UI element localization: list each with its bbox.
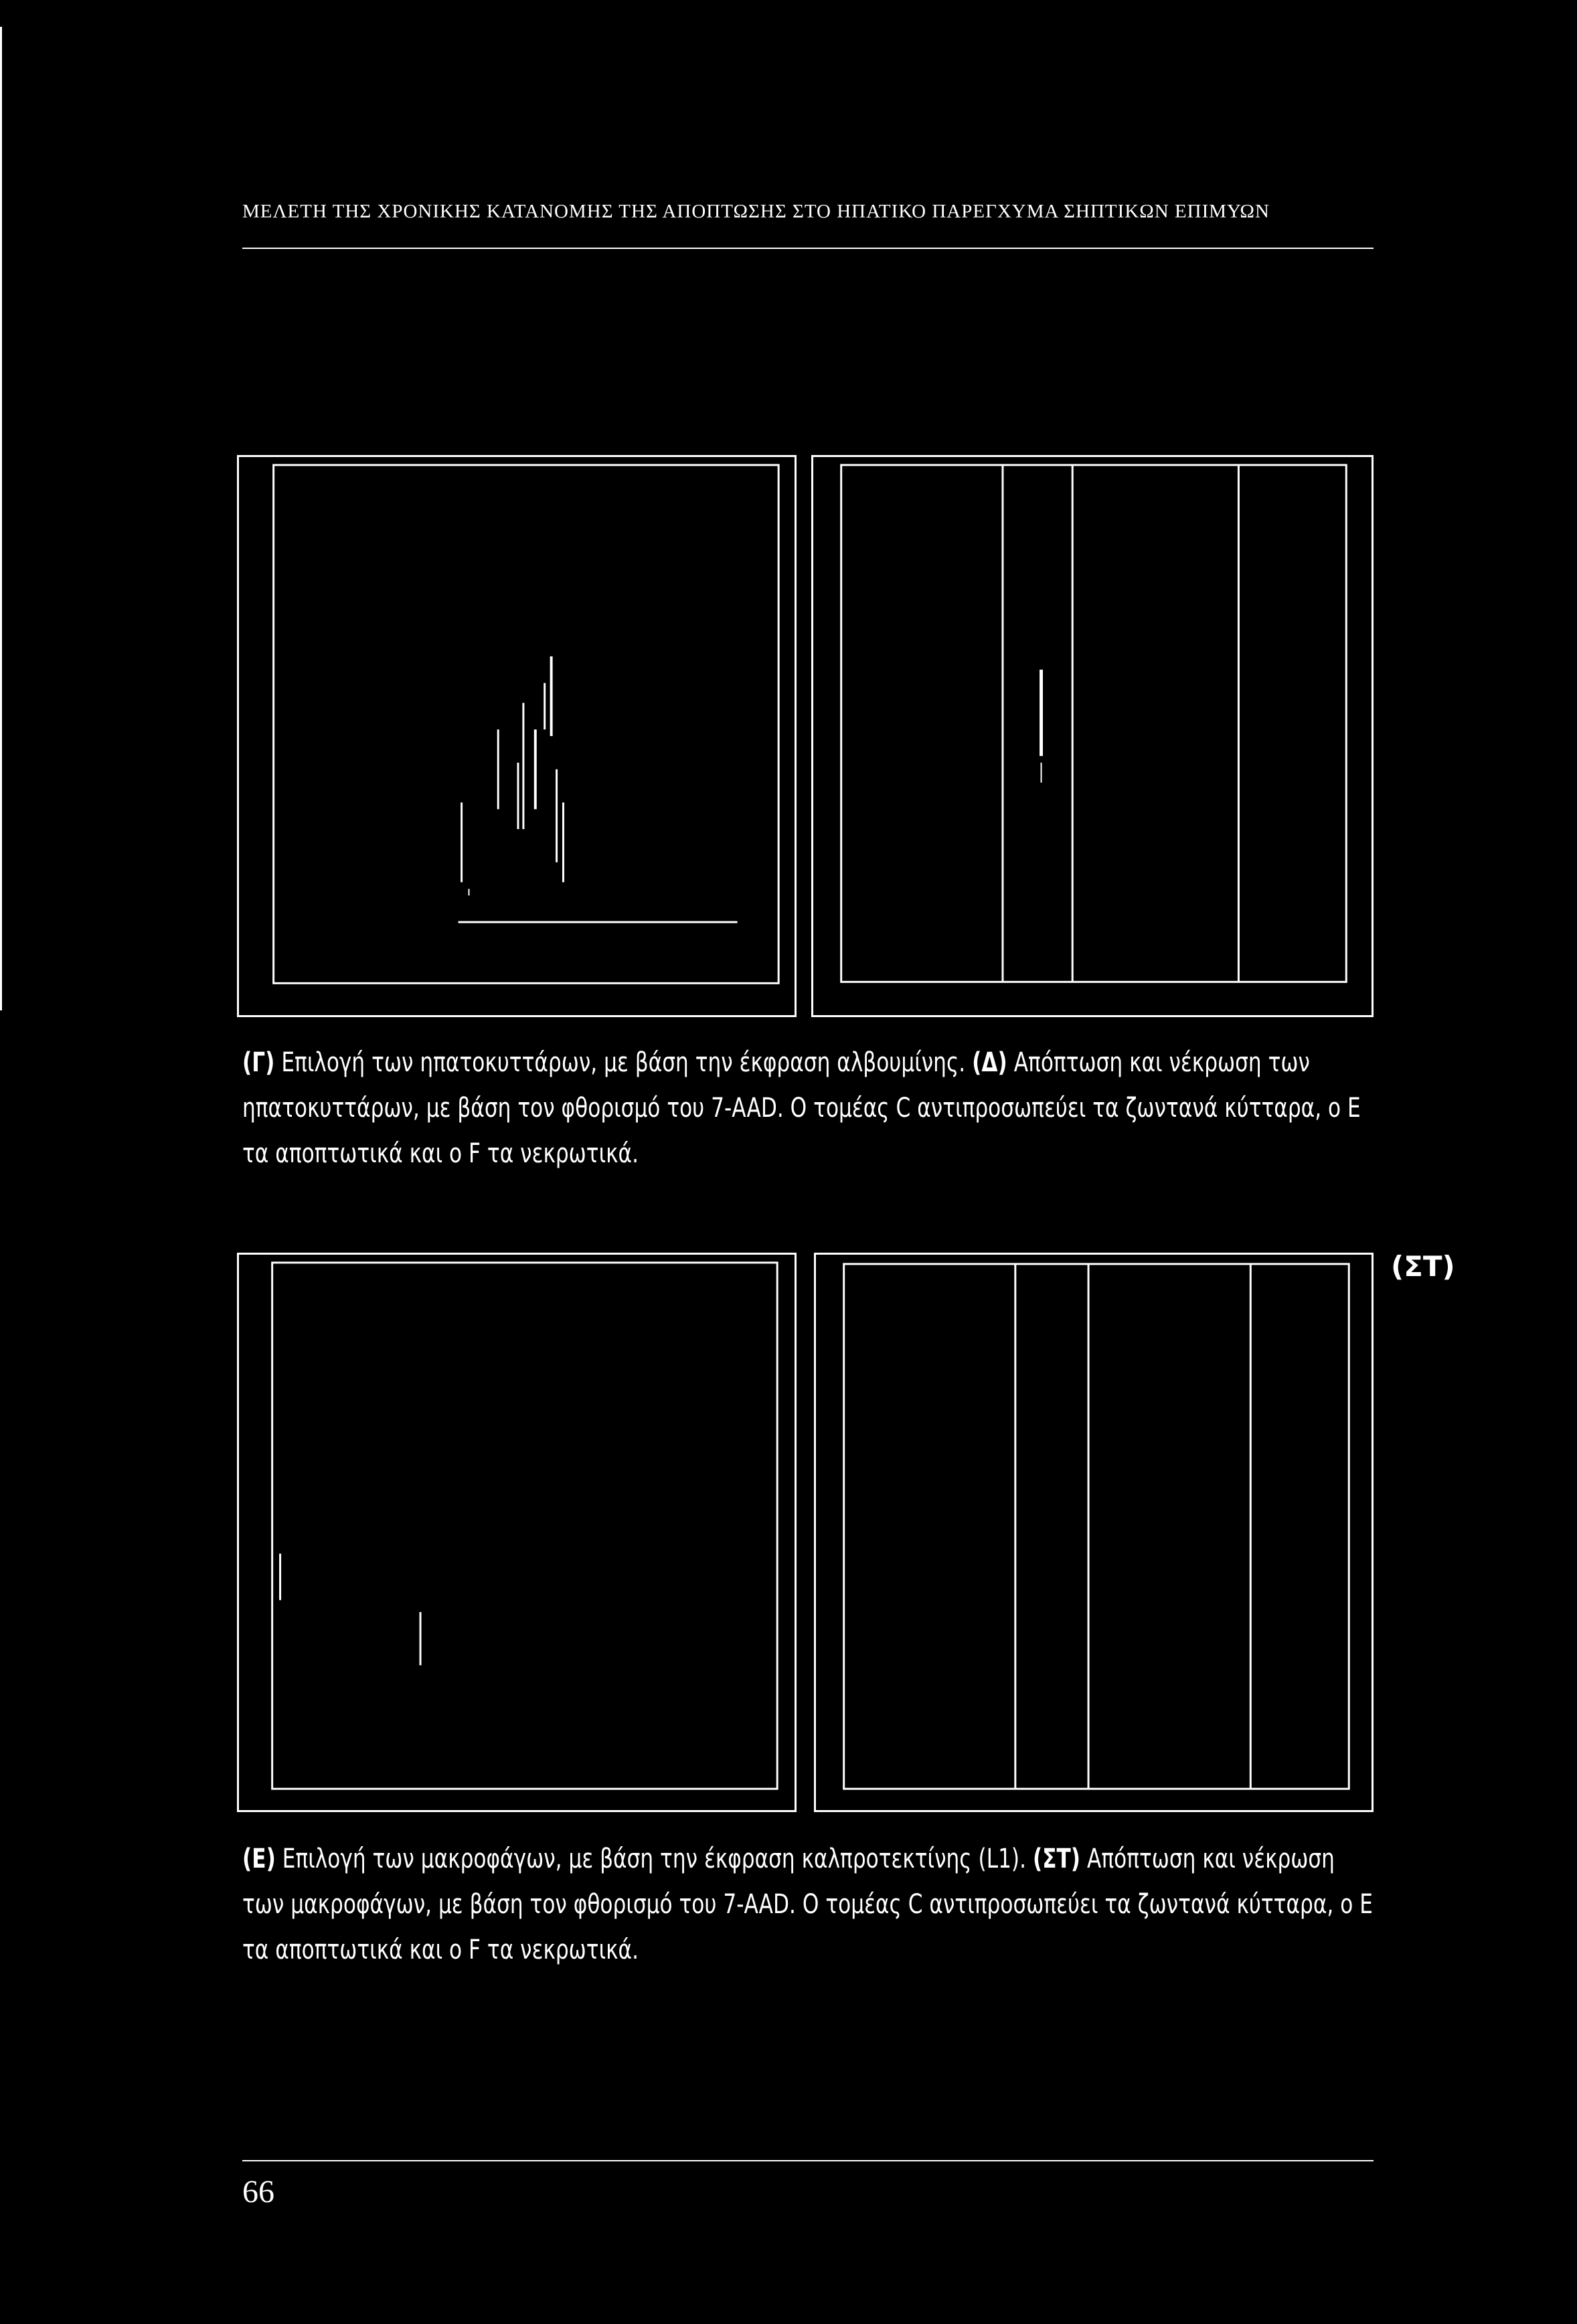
- albumin-histogram-plot: [239, 457, 795, 1015]
- page-edge-line: [0, 27, 2, 1010]
- panel-calprotectin-histogram: [237, 1253, 797, 1812]
- caption-text-gamma: Επιλογή των ηπατοκυττάρων, με βάση την έκφραση αλβουμίνης.: [274, 1047, 973, 1078]
- caption-text-st: Απόπτωση και νέκρωση των μακροφάγων, με βάση τον φθορισμό του 7-AAD. Ο τομέας C αντιπροσωπεύει τα ζωντανά κύτταρα, ο E τα αποπτωτικά και ο F τα νεκρωτικά.: [242, 1844, 1373, 1965]
- running-header: ΜΕΛΕΤΗ ΤΗΣ ΧΡΟΝΙΚΗΣ ΚΑΤΑΝΟΜΗΣ ΤΗΣ ΑΠΟΠΤΩΣΗΣ ΣΤΟ ΗΠΑΤΙΚΟ ΠΑΡΕΓΧΥΜΑ ΣΗΠΤΙΚΩΝ ΕΠΙΜΥΩΝ: [242, 201, 1270, 222]
- caption-label-gamma: (Γ): [242, 1047, 275, 1078]
- plot-frame: [272, 1263, 778, 1789]
- 7aad-gates-macrophages-plot: [816, 1255, 1372, 1810]
- footer-rule: [242, 2160, 1374, 2161]
- caption-bottom: [242, 1836, 1374, 1973]
- caption-label-epsilon: (Ε): [242, 1844, 276, 1874]
- 7aad-gates-plot: [813, 457, 1372, 1015]
- calprotectin-histogram-plot: [239, 1255, 795, 1810]
- plot-frame: [841, 465, 1347, 982]
- caption-label-st: (ΣΤ): [1032, 1844, 1081, 1874]
- panel-7aad-gates-macrophages: [814, 1253, 1374, 1812]
- caption-top: [242, 1040, 1374, 1176]
- plot-frame: [844, 1264, 1349, 1789]
- panel-albumin-histogram: [237, 455, 797, 1017]
- panel-7aad-gates: [811, 455, 1374, 1017]
- page-number: 66: [242, 2174, 274, 2210]
- header-rule: [242, 248, 1374, 249]
- caption-text-delta: Απόπτωση και νέκρωση των ηπατοκυττάρων, με βάση τον φθορισμό του 7-AAD. Ο τομέας C αντιπροσωπεύει τα ζωντανά κύτταρα, ο E τα αποπτωτικά και ο F τα νεκρωτικά.: [242, 1047, 1361, 1169]
- plot-frame: [274, 465, 779, 983]
- caption-label-delta: (Δ): [972, 1047, 1007, 1078]
- panel-label-st: (ΣΤ): [1391, 1250, 1455, 1283]
- caption-text-epsilon: Επιλογή των μακροφάγων, με βάση την έκφραση καλπροτεκτίνης (L1).: [275, 1844, 1033, 1874]
